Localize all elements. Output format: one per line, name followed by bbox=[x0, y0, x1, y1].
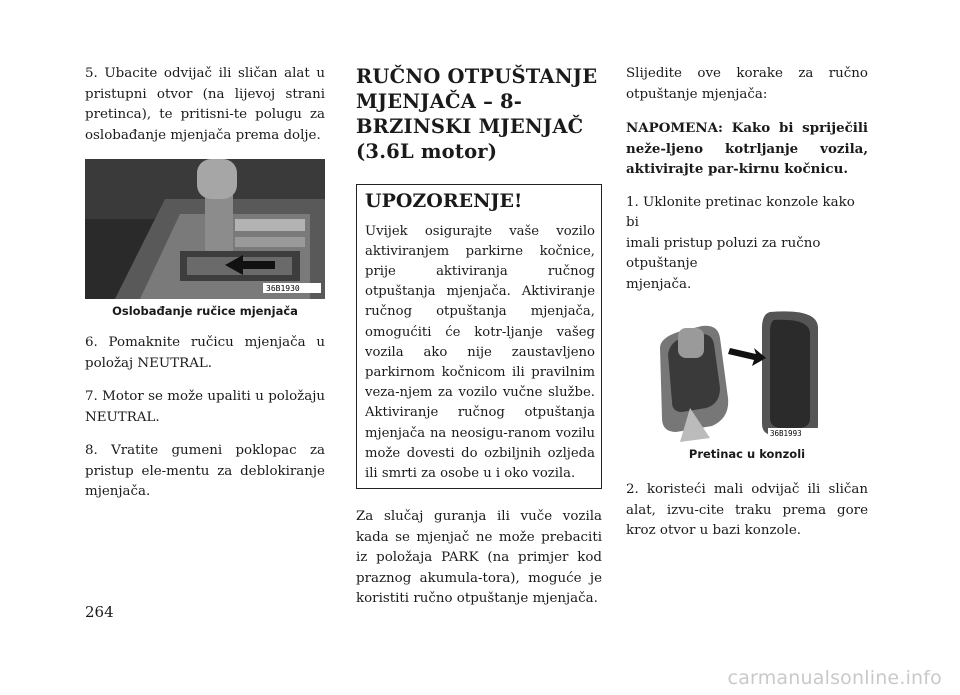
step-5: 5. Ubacite odvijač ili sličan alat u pristupni otvor (na lijevoj strani pretinca), te pritisni-te polugu za oslobađanje mjenjača prema dolje. bbox=[85, 66, 325, 143]
console-bin-figure bbox=[650, 308, 830, 442]
figure-code-2: 36B1993 bbox=[770, 429, 802, 438]
page-number: 264 bbox=[85, 603, 114, 621]
step-6: 6. Pomaknite ručicu mjenjača u položaj NEUTRAL. bbox=[85, 335, 325, 371]
warning-text: Uvijek osigurajte vaše vozilo aktiviranjem parkirne kočnice, prije aktiviranja ručnog otpuštanja mjenjača. Aktiviranje ručnog otpuštanja mjenjača, omogućiti će kotr-ljanje vašeg vozila ako nije zaustavljeno parkirnom kočnicom ili pravilnim veza-njem za vozilo vučne službe. Aktiviranje ručnog otpuštanja mjenjača na neosigu-ranom vozilu može dovesti do ozbiljnih ozljeda ili smrti za osobe u i oko vozila. bbox=[365, 223, 595, 481]
warning-title: UPOZORENJE! bbox=[365, 190, 523, 212]
gear-release-image bbox=[85, 159, 325, 299]
figure-code: 36B1930 bbox=[266, 284, 300, 293]
step-7: 7. Motor se može upaliti u položaju NEUTRAL. bbox=[85, 389, 325, 425]
gear-release-figure bbox=[85, 159, 325, 299]
intro-text: Slijedite ove korake za ručno otpuštanje mjenjača: bbox=[626, 66, 868, 102]
right-column bbox=[626, 64, 868, 555]
step-1-line-2: imali pristup poluzi za ručno otpuštanje bbox=[626, 235, 821, 271]
left-column bbox=[85, 64, 325, 516]
step-1-line-3: mjenjača. bbox=[626, 276, 692, 292]
figure-caption-2: Pretinac u konzoli bbox=[688, 447, 806, 461]
note-text: NAPOMENA: Kako bi spriječili neže-ljeno kotrljanje vozila, aktivirajte par-kirnu kočnicu. bbox=[626, 120, 868, 177]
warning-box bbox=[356, 184, 602, 489]
figure-caption: Oslobađanje ručice mjenjača bbox=[112, 304, 298, 318]
watermark: carmanualsonline.info bbox=[727, 667, 942, 689]
step-1 bbox=[626, 193, 868, 296]
step-2: 2. koristeći mali odvijač ili sličan alat, izvu-cite traku prema gore kroz otvor u bazi konzole. bbox=[626, 482, 868, 538]
console-bin-image bbox=[650, 308, 830, 442]
middle-column bbox=[356, 64, 602, 623]
step-8: 8. Vratite gumeni poklopac za pristup ele-mentu za deblokiranje mjenjača. bbox=[85, 443, 325, 499]
section-title: RUČNO OTPUŠTANJE MJENJAČA – 8-BRZINSKI MJENJAČ (3.6L motor) bbox=[356, 65, 598, 163]
towing-paragraph: Za slučaj guranja ili vuče vozila kada se mjenjač ne može prebaciti iz položaja PARK (na primjer kod praznog akumula-tora), moguće je koristiti ručno otpuštanje mjenjača. bbox=[356, 509, 602, 607]
step-1-line-1: 1. Uklonite pretinac konzole kako bi bbox=[626, 194, 855, 230]
